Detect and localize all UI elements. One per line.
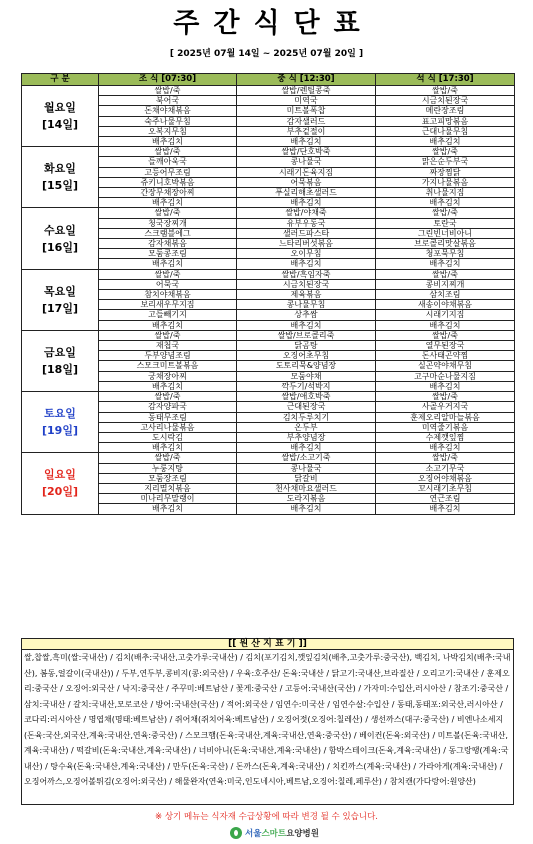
- lunch-item: 도토리묵&양념장: [237, 361, 376, 371]
- breakfast-header: 조 식 [07:30]: [99, 74, 237, 86]
- dinner-item: 쌀밥/죽: [376, 86, 515, 96]
- menu-row: [22, 147, 515, 157]
- lunch-item: 배추김치: [237, 259, 376, 269]
- breakfast-item: 배추김치: [99, 443, 237, 453]
- dinner-item: 쌀밥/죽: [376, 453, 515, 463]
- breakfast-item: 배추김치: [99, 504, 237, 514]
- menu-table: [21, 73, 515, 515]
- dinner-item: 그린빈너비아니: [376, 228, 515, 238]
- lunch-item: 유부우동국: [237, 218, 376, 228]
- dinner-item: 미역줄기볶음: [376, 422, 515, 432]
- breakfast-item: 지리멸치볶음: [99, 483, 237, 493]
- menu-row: [22, 453, 515, 463]
- breakfast-item: 고사리나물볶음: [99, 422, 237, 432]
- lunch-item: 배추김치: [237, 198, 376, 208]
- dinner-item: 연근조림: [376, 494, 515, 504]
- dinner-item: 쌀밥/죽: [376, 269, 515, 279]
- breakfast-item: 간장무채장아찌: [99, 188, 237, 198]
- change-notice: ※ 상기 메뉴는 식자재 수급상황에 따라 변경 될 수 있습니다.: [155, 812, 378, 822]
- breakfast-item: 고등어무조림: [99, 167, 237, 177]
- breakfast-item: 숙주나물무침: [99, 116, 237, 126]
- logo-text-part1: 서울: [245, 829, 262, 839]
- lunch-item: 콩나물국: [237, 463, 376, 473]
- dinner-item: 브로콜리맛살볶음: [376, 239, 515, 249]
- dinner-item: 배추김치: [376, 381, 515, 391]
- dinner-item: 돈사태곤약찜: [376, 351, 515, 361]
- dinner-item: 삼치조림: [376, 290, 515, 300]
- dinner-item: 쌀밥/죽: [376, 208, 515, 218]
- origin-text: 쌀,찹쌀,흑미(쌀:국내산) / 김치(배추:국내산,고춧가루:국내산) / 김치(포기김치,깻잎김치(배추,고춧가루:중국산), 백김치, 나박김치(배추:국내산), 봄동,얼갈이(국내산)) / 두부,연두부,콩비지(콩:외국산) / 우육:호주산/ 돈육:국내산 / 닭고기:국내산,브라질산 / 오리고기:국내산 / 훈제오리:중국산 / 오징어:외국산 / 낙지:중국산 / 주꾸미:베트남산 / 꽃게:중국산 / 고등어:국내산(국산) / 가자미:수입산,러시아산 / 참조기:중국산 / 삼치:국내산 / 갈치:국내산,모로코산 / 방어:국내산(국산) / 적어:외국산 / 임연수:미국산 / 임연수살:수입산 / 동태,동태포:외국산,러시아산 / 코다리:러시아산 / 명엽채(명태:베트남산) / 쥐어채(쥐치어육:베트남산) / 오징어젓(오징어:칠레산) / 생선까스(대구:중국산) / 비엔나소세지(돈육:국산,외국산,계육:국내산,연육:중국산) / 스모크햄(돈육:국내산,계육:국내산,연육:중국산) / 베이컨(돈육:외국산) / 미트볼(돈육:국내산,계육:국내산) / 떡갈비(돈육:국내산,계육:국내산) / 너비아니(돈육:국내산,계육:국내산) / 함박스테이크(돈육,계육:국내산) / 동그랑땡(계육:국내산) / 탕수육(돈육:국내산,계육:국내산) / 만두(돈육:국산) / 돈까스(돈육,계육:국내산) / 치킨까스(계육:국내산) / 가라아게(계육:국내산) / 오징어까스,오징어볼튀김(오징어:외국산) / 해물완자(연육:미국,인도네시아,베트남,오징어:칠레,페루산) / 참치캔(가다랑어:원양산): [21, 649, 514, 805]
- breakfast-item: 도시락김: [99, 432, 237, 442]
- lunch-item: 깍두기/석박지: [237, 381, 376, 391]
- lunch-item: 쌀밥/애호박죽: [237, 392, 376, 402]
- day-label: [22, 208, 99, 269]
- dinner-item: 수제깻잎찜: [376, 432, 515, 442]
- dinner-item: 청포묵무침: [376, 249, 515, 259]
- day-name: 목요일: [44, 284, 76, 298]
- day-name: 화요일: [44, 162, 76, 176]
- dinner-item: 토란국: [376, 218, 515, 228]
- dinner-item: 시래기지짐: [376, 310, 515, 320]
- day-date: [20일]: [42, 485, 78, 499]
- dinner-item: 근대나물무침: [376, 126, 515, 136]
- day-date: [19일]: [42, 424, 78, 438]
- dinner-item: 가지나물볶음: [376, 177, 515, 187]
- menu-row: [22, 269, 515, 279]
- hospital-logo: [230, 826, 319, 840]
- dinner-item: 콩비지찌개: [376, 279, 515, 289]
- lunch-item: 온두부: [237, 422, 376, 432]
- breakfast-item: 보리새우무지짐: [99, 300, 237, 310]
- dinner-item: 시금치된장국: [376, 96, 515, 106]
- breakfast-item: 감자채볶음: [99, 239, 237, 249]
- page-title: 주간식단표: [173, 8, 374, 39]
- breakfast-item: 쌀밥/죽: [99, 392, 237, 402]
- dinner-item: 고구마순나물지짐: [376, 371, 515, 381]
- dinner-item: 꼬시래기초무침: [376, 483, 515, 493]
- breakfast-item: 배추김치: [99, 198, 237, 208]
- dinner-item: 쌀밥/죽: [376, 330, 515, 340]
- logo-icon: [230, 827, 242, 839]
- lunch-item: 배추김치: [237, 320, 376, 330]
- breakfast-item: 청국장찌개: [99, 218, 237, 228]
- day-label: [22, 86, 99, 147]
- dinner-item: 메란장조림: [376, 106, 515, 116]
- dinner-item: 배추김치: [376, 259, 515, 269]
- breakfast-item: 동태무조림: [99, 412, 237, 422]
- breakfast-item: 배추김치: [99, 137, 237, 147]
- breakfast-item: 감자양파국: [99, 402, 237, 412]
- day-label: [22, 392, 99, 453]
- lunch-item: 배추김치: [237, 443, 376, 453]
- lunch-item: 도라지볶음: [237, 494, 376, 504]
- table-header-row: [22, 74, 515, 86]
- dinner-item: 오징어야채볶음: [376, 473, 515, 483]
- lunch-item: 쌀밥/소고기죽: [237, 453, 376, 463]
- lunch-item: 느타리버섯볶음: [237, 239, 376, 249]
- dinner-item: 소고기무국: [376, 463, 515, 473]
- lunch-item: 부추겉절이: [237, 126, 376, 136]
- day-name: 토요일: [44, 407, 76, 421]
- lunch-item: 부추양념장: [237, 432, 376, 442]
- lunch-item: 쌀밥/브로콜리죽: [237, 330, 376, 340]
- menu-row: [22, 208, 515, 218]
- lunch-item: 시래기돈육지짐: [237, 167, 376, 177]
- lunch-item: 미트볼폭찹: [237, 106, 376, 116]
- breakfast-item: 북어국: [99, 96, 237, 106]
- lunch-item: 어묵볶음: [237, 177, 376, 187]
- dinner-item: 배추김치: [376, 504, 515, 514]
- lunch-item: 제육볶음: [237, 290, 376, 300]
- dinner-item: 표고피망볶음: [376, 116, 515, 126]
- breakfast-item: 쌀밥/죽: [99, 269, 237, 279]
- dinner-item: 실곤약야채무침: [376, 361, 515, 371]
- lunch-item: 오징어초무침: [237, 351, 376, 361]
- lunch-item: 푸실리해초샐러드: [237, 188, 376, 198]
- lunch-item: 쌀밥/흑임자죽: [237, 269, 376, 279]
- day-name: 금요일: [44, 345, 76, 359]
- breakfast-item: 배추김치: [99, 320, 237, 330]
- dinner-item: 맑은순두부국: [376, 157, 515, 167]
- breakfast-item: 누룽지탕: [99, 463, 237, 473]
- lunch-item: 오이무침: [237, 249, 376, 259]
- breakfast-item: 궁채장아찌: [99, 371, 237, 381]
- breakfast-item: 쌀밥/죽: [99, 147, 237, 157]
- lunch-item: 배추김치: [237, 137, 376, 147]
- day-date: [14일]: [42, 118, 78, 132]
- lunch-item: 닭갈비: [237, 473, 376, 483]
- breakfast-item: 미나리무말랭이: [99, 494, 237, 504]
- breakfast-item: 어묵국: [99, 279, 237, 289]
- day-label: [22, 269, 99, 330]
- breakfast-item: 쌀밥/죽: [99, 330, 237, 340]
- breakfast-item: 모둠콩조림: [99, 249, 237, 259]
- lunch-item: 쌀밥/렌틸콩죽: [237, 86, 376, 96]
- date-range: [ 2025년 07월 14일 ~ 2025년 07월 20일 ]: [169, 49, 364, 59]
- day-label: [22, 330, 99, 391]
- origin-heading: [[ 원 산 지 표 기 ]]: [21, 638, 514, 649]
- breakfast-item: 재첩국: [99, 341, 237, 351]
- breakfast-item: 돈채야채볶음: [99, 106, 237, 116]
- lunch-item: 샐러드파스타: [237, 228, 376, 238]
- breakfast-item: 스크램블에그: [99, 228, 237, 238]
- menu-row: [22, 392, 515, 402]
- dinner-item: 배추김치: [376, 443, 515, 453]
- menu-body: [22, 86, 515, 515]
- breakfast-item: 배추김치: [99, 381, 237, 391]
- dinner-item: 배추김치: [376, 137, 515, 147]
- breakfast-item: 쌀밥/죽: [99, 86, 237, 96]
- breakfast-item: 두부양념조림: [99, 351, 237, 361]
- lunch-item: 콩나물국: [237, 157, 376, 167]
- breakfast-item: 들깨아욱국: [99, 157, 237, 167]
- breakfast-item: 배추김치: [99, 259, 237, 269]
- lunch-header: 중 식 [12:30]: [237, 74, 376, 86]
- logo-text-part3: 요양병원: [286, 829, 319, 839]
- lunch-item: 쌀밥/단호박죽: [237, 147, 376, 157]
- day-label: [22, 453, 99, 514]
- day-name: 월요일: [44, 101, 76, 115]
- dinner-item: 사골우거지국: [376, 402, 515, 412]
- day-name: 일요일: [44, 468, 76, 482]
- menu-row: [22, 330, 515, 340]
- dinner-item: 훈제오리알마늘볶음: [376, 412, 515, 422]
- lunch-item: 닭곰탕: [237, 341, 376, 351]
- lunch-item: 상추쌈: [237, 310, 376, 320]
- day-date: [18일]: [42, 362, 78, 376]
- lunch-item: 쌀밥/야채죽: [237, 208, 376, 218]
- lunch-item: 근대된장국: [237, 402, 376, 412]
- day-date: [15일]: [42, 179, 78, 193]
- breakfast-item: 쌀밥/죽: [99, 453, 237, 463]
- breakfast-item: 스모크미트볼볶음: [99, 361, 237, 371]
- breakfast-item: 모둠장조림: [99, 473, 237, 483]
- lunch-item: 미역국: [237, 96, 376, 106]
- breakfast-item: 고들빼기지: [99, 310, 237, 320]
- lunch-item: 배추김치: [237, 504, 376, 514]
- day-name: 수요일: [44, 223, 76, 237]
- dinner-item: 새송이야채볶음: [376, 300, 515, 310]
- lunch-item: 모둠야채: [237, 371, 376, 381]
- lunch-item: 시금치된장국: [237, 279, 376, 289]
- dinner-item: 쌀밥/죽: [376, 147, 515, 157]
- lunch-item: 콩나물무침: [237, 300, 376, 310]
- dinner-item: 배추김치: [376, 320, 515, 330]
- dinner-item: 열무된장국: [376, 341, 515, 351]
- menu-row: [22, 86, 515, 96]
- day-date: [17일]: [42, 301, 78, 315]
- day-label: [22, 147, 99, 208]
- breakfast-item: 참치야채볶음: [99, 290, 237, 300]
- dinner-item: 배추김치: [376, 198, 515, 208]
- day-date: [16일]: [42, 240, 78, 254]
- dinner-item: 취나물지짐: [376, 188, 515, 198]
- lunch-item: 천사채마요샐러드: [237, 483, 376, 493]
- division-header: 구 분: [22, 74, 99, 86]
- breakfast-item: 오복지무침: [99, 126, 237, 136]
- breakfast-item: 쌀밥/죽: [99, 208, 237, 218]
- dinner-header: 석 식 [17:30]: [376, 74, 515, 86]
- breakfast-item: 쥬키니호박볶음: [99, 177, 237, 187]
- logo-text-part2: 스마트: [261, 829, 287, 839]
- lunch-item: 김치두루치기: [237, 412, 376, 422]
- dinner-item: 짜장찜닭: [376, 167, 515, 177]
- lunch-item: 감자샐러드: [237, 116, 376, 126]
- dinner-item: 쌀밥/죽: [376, 392, 515, 402]
